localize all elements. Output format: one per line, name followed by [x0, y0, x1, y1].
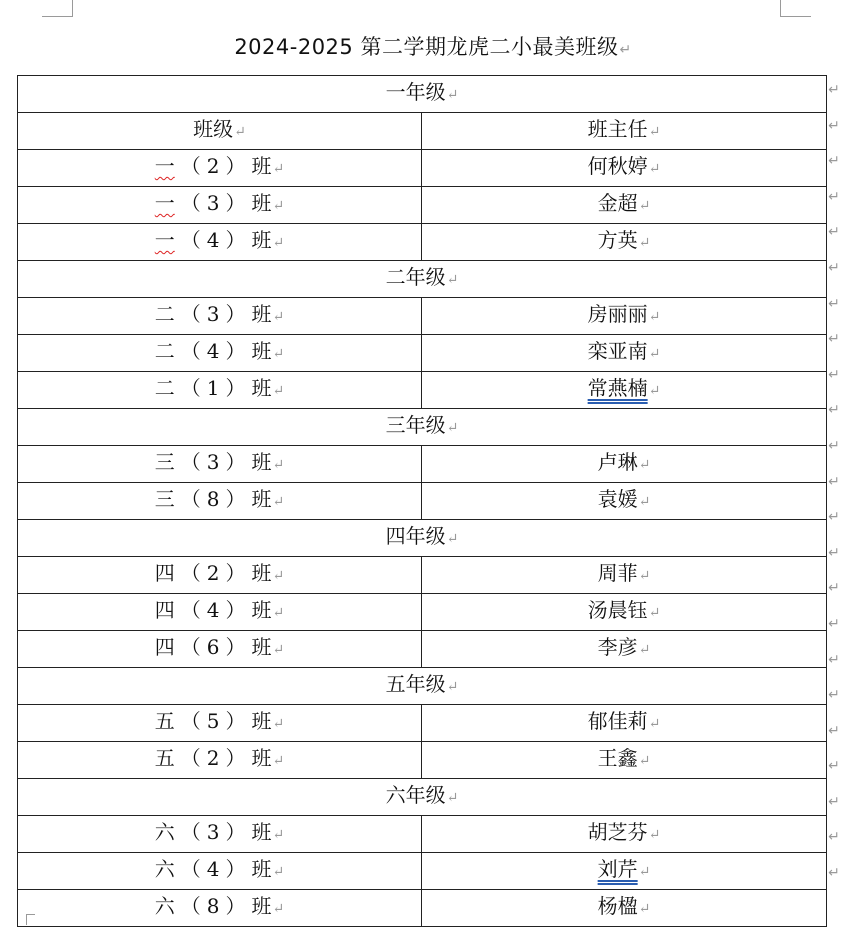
teacher-name: 汤晨钰: [587, 598, 648, 622]
paragraph-mark-icon: ↵: [648, 309, 661, 325]
row-end-mark-icon: ↵: [828, 402, 840, 419]
paragraph-mark-icon: ↵: [648, 716, 661, 732]
row-end-mark-icon: ↵: [828, 544, 840, 561]
class-number: 2: [206, 746, 220, 770]
document-title[interactable]: [0, 33, 866, 61]
class-suffix: 班: [251, 709, 272, 733]
class-suffix: 班: [251, 154, 272, 178]
class-grade-prefix: 六: [154, 857, 175, 881]
row-end-mark-icon: ↵: [828, 758, 840, 775]
header-class-label: 班级: [193, 117, 234, 141]
paragraph-mark-icon: ↵: [638, 901, 651, 917]
class-grade-prefix: 五: [154, 709, 175, 733]
paragraph-mark-icon: ↵: [619, 42, 632, 58]
grade-name: 三年级: [385, 413, 446, 437]
row-end-mark-icon: ↵: [828, 188, 840, 205]
class-cell[interactable]: 六 （ 8 ） 班↵: [18, 890, 422, 927]
row-end-mark-icon: ↵: [828, 615, 840, 632]
grade-name: 五年级: [385, 672, 446, 696]
row-end-mark-icon: ↵: [828, 366, 840, 383]
class-cell[interactable]: 五 （ 2 ） 班↵: [18, 742, 422, 779]
paragraph-mark-icon: ↵: [638, 642, 651, 658]
class-row: [18, 446, 827, 483]
teacher-cell[interactable]: [422, 150, 827, 187]
class-grade-prefix: 三: [154, 487, 175, 511]
paragraph-mark-icon: ↵: [648, 124, 661, 140]
teacher-cell[interactable]: [422, 816, 827, 853]
class-number: 4: [206, 598, 220, 622]
class-grade-prefix: 二: [154, 376, 175, 400]
class-number: 3: [206, 191, 220, 215]
teacher-cell[interactable]: [422, 483, 827, 520]
paragraph-mark-icon: ↵: [638, 568, 651, 584]
paragraph-mark-icon: ↵: [234, 124, 246, 140]
teacher-cell[interactable]: [422, 890, 827, 927]
paragraph-mark-icon: ↵: [272, 753, 285, 769]
paragraph-mark-icon: ↵: [272, 235, 285, 251]
teacher-cell[interactable]: [422, 335, 827, 372]
class-row: [18, 594, 827, 631]
class-number: 4: [206, 339, 220, 363]
page-corner-mark-left: [42, 0, 73, 17]
paragraph-mark-icon: ↵: [272, 605, 285, 621]
grade-row: [18, 76, 827, 113]
row-end-mark-icon: ↵: [828, 793, 840, 810]
grade-row: [18, 520, 827, 557]
row-end-mark-icon: ↵: [828, 865, 840, 882]
grade-row: [18, 261, 827, 298]
row-end-mark-icon: ↵: [828, 259, 840, 276]
grade-name: 二年级: [385, 265, 446, 289]
grade-heading-cell[interactable]: [18, 76, 827, 113]
teacher-name: 杨楹: [597, 894, 638, 918]
teacher-name: 方英: [597, 228, 638, 252]
class-grade-prefix: 三: [154, 450, 175, 474]
teacher-name: 常燕楠: [587, 376, 648, 400]
paragraph-mark-icon: ↵: [272, 161, 285, 177]
teacher-name: 刘芹: [597, 857, 638, 881]
title-text: 2024-2025 第二学期龙虎二小最美班级: [234, 35, 619, 59]
class-number: 2: [206, 561, 220, 585]
class-cell[interactable]: 三 （ 8 ） 班↵: [18, 483, 422, 520]
class-table-body: [18, 76, 827, 927]
class-suffix: 班: [251, 450, 272, 474]
teacher-name: 何秋婷: [587, 154, 648, 178]
class-grade-prefix: 六: [154, 820, 175, 844]
teacher-cell[interactable]: [422, 298, 827, 335]
row-end-mark-icon: ↵: [828, 82, 840, 98]
class-grade-prefix: 四: [154, 561, 175, 585]
row-end-mark-icon: ↵: [828, 509, 840, 526]
row-end-mark-icon: ↵: [828, 580, 840, 597]
class-row: [18, 187, 827, 224]
class-number: 5: [206, 709, 220, 733]
teacher-cell[interactable]: [422, 557, 827, 594]
teacher-cell[interactable]: [422, 705, 827, 742]
class-number: 6: [206, 635, 220, 659]
grade-name: 四年级: [385, 524, 446, 548]
grade-row: [18, 779, 827, 816]
grade-heading-cell[interactable]: [18, 779, 827, 816]
paragraph-mark-icon: ↵: [648, 827, 661, 843]
paragraph-mark-icon: ↵: [446, 272, 459, 288]
class-grade-prefix: 一: [154, 191, 175, 215]
class-suffix: 班: [251, 598, 272, 622]
class-row: [18, 372, 827, 409]
class-suffix: 班: [251, 339, 272, 363]
class-row: [18, 335, 827, 372]
class-number: 3: [206, 450, 220, 474]
paragraph-mark-icon: ↵: [446, 790, 459, 806]
paragraph-mark-icon: ↵: [638, 235, 651, 251]
class-suffix: 班: [251, 561, 272, 585]
class-suffix: 班: [251, 894, 272, 918]
header-teacher-cell[interactable]: [422, 113, 827, 150]
teacher-name: 李彦: [597, 635, 638, 659]
class-grade-prefix: 二: [154, 302, 175, 326]
class-row: [18, 298, 827, 335]
class-cell[interactable]: 四 （ 4 ） 班↵: [18, 594, 422, 631]
class-number: 1: [206, 376, 220, 400]
class-row: [18, 705, 827, 742]
grade-heading-cell[interactable]: [18, 668, 827, 705]
paragraph-mark-icon: ↵: [272, 198, 285, 214]
class-row: [18, 890, 827, 927]
teacher-name: 房丽丽: [587, 302, 648, 326]
paragraph-mark-icon: ↵: [638, 198, 651, 214]
header-class-cell[interactable]: [18, 113, 422, 150]
class-cell[interactable]: 六 （ 3 ） 班↵: [18, 816, 422, 853]
class-row: [18, 631, 827, 668]
teacher-name: 王鑫: [597, 746, 638, 770]
class-suffix: 班: [251, 746, 272, 770]
paragraph-mark-icon: ↵: [446, 679, 459, 695]
class-suffix: 班: [251, 302, 272, 326]
class-grade-prefix: 一: [154, 154, 175, 178]
paragraph-mark-icon: ↵: [272, 309, 285, 325]
teacher-cell[interactable]: [422, 224, 827, 261]
row-end-mark-icon: ↵: [828, 829, 840, 846]
grade-name: 六年级: [385, 783, 446, 807]
teacher-name: 袁媛: [597, 487, 638, 511]
class-suffix: 班: [251, 820, 272, 844]
paragraph-mark-icon: ↵: [272, 642, 285, 658]
grade-name: 一年级: [385, 80, 446, 104]
class-suffix: 班: [251, 191, 272, 215]
teacher-name: 郁佳莉: [587, 709, 648, 733]
teacher-cell[interactable]: [422, 594, 827, 631]
class-cell[interactable]: 五 （ 5 ） 班↵: [18, 705, 422, 742]
class-grade-prefix: 二: [154, 339, 175, 363]
teacher-name: 周菲: [597, 561, 638, 585]
teacher-cell[interactable]: [422, 372, 827, 409]
paragraph-mark-icon: ↵: [272, 346, 285, 362]
class-grade-prefix: 四: [154, 635, 175, 659]
paragraph-mark-icon: ↵: [272, 568, 285, 584]
paragraph-mark-icon: ↵: [638, 753, 651, 769]
class-cell[interactable]: 六 （ 4 ） 班↵: [18, 853, 422, 890]
paragraph-mark-icon: ↵: [272, 457, 285, 473]
row-end-mark-icon: ↵: [828, 722, 840, 739]
class-number: 3: [206, 820, 220, 844]
row-end-mark-icon: ↵: [828, 224, 840, 241]
class-cell[interactable]: 二 （ 3 ） 班↵: [18, 298, 422, 335]
class-cell[interactable]: 一 （ 4 ） 班↵: [18, 224, 422, 261]
class-grade-prefix: 五: [154, 746, 175, 770]
class-table: [17, 75, 827, 927]
class-row: [18, 150, 827, 187]
row-end-marks: [826, 75, 842, 894]
grade-heading-cell[interactable]: [18, 409, 827, 446]
row-end-mark-icon: ↵: [828, 153, 840, 170]
paragraph-mark-icon: ↵: [446, 87, 459, 103]
class-cell[interactable]: 二 （ 1 ） 班↵: [18, 372, 422, 409]
class-suffix: 班: [251, 376, 272, 400]
class-suffix: 班: [251, 487, 272, 511]
teacher-name: 卢琳: [597, 450, 638, 474]
teacher-cell[interactable]: [422, 631, 827, 668]
class-number: 2: [206, 154, 220, 178]
grade-row: [18, 409, 827, 446]
row-end-mark-icon: ↵: [828, 437, 840, 454]
class-cell[interactable]: 四 （ 2 ） 班↵: [18, 557, 422, 594]
paragraph-mark-icon: ↵: [446, 531, 459, 547]
class-suffix: 班: [251, 857, 272, 881]
row-end-mark-icon: ↵: [828, 651, 840, 668]
grade-heading-cell[interactable]: [18, 520, 827, 557]
teacher-name: 胡芝芬: [587, 820, 648, 844]
teacher-name: 金超: [597, 191, 638, 215]
class-row: [18, 483, 827, 520]
header-row: [18, 113, 827, 150]
paragraph-mark-icon: ↵: [638, 494, 651, 510]
paragraph-mark-icon: ↵: [648, 161, 661, 177]
teacher-name: 栾亚南: [587, 339, 648, 363]
class-cell[interactable]: 二 （ 4 ） 班↵: [18, 335, 422, 372]
class-grade-prefix: 六: [154, 894, 175, 918]
paragraph-mark-icon: ↵: [648, 383, 661, 399]
row-end-mark-icon: ↵: [828, 331, 840, 348]
grade-heading-cell[interactable]: [18, 261, 827, 298]
grade-row: [18, 668, 827, 705]
class-row: [18, 742, 827, 779]
class-cell[interactable]: 一 （ 3 ） 班↵: [18, 187, 422, 224]
paragraph-mark-icon: ↵: [648, 605, 661, 621]
row-end-mark-icon: ↵: [828, 473, 840, 490]
paragraph-mark-icon: ↵: [638, 864, 651, 880]
class-cell[interactable]: 三 （ 3 ） 班↵: [18, 446, 422, 483]
paragraph-mark-icon: ↵: [638, 457, 651, 473]
paragraph-mark-icon: ↵: [272, 716, 285, 732]
row-end-mark-icon: ↵: [828, 295, 840, 312]
class-cell[interactable]: 四 （ 6 ） 班↵: [18, 631, 422, 668]
teacher-cell[interactable]: [422, 446, 827, 483]
row-end-mark-icon: ↵: [828, 687, 840, 704]
class-number: 3: [206, 302, 220, 326]
teacher-cell[interactable]: [422, 187, 827, 224]
class-number: 4: [206, 228, 220, 252]
paragraph-mark-icon: ↵: [272, 383, 285, 399]
class-number: 8: [206, 894, 220, 918]
paragraph-mark-icon: ↵: [272, 901, 285, 917]
class-row: [18, 224, 827, 261]
class-number: 4: [206, 857, 220, 881]
page-corner-mark-bottom: [26, 914, 35, 925]
class-number: 8: [206, 487, 220, 511]
paragraph-mark-icon: ↵: [272, 864, 285, 880]
class-suffix: 班: [251, 228, 272, 252]
paragraph-mark-icon: ↵: [272, 494, 285, 510]
row-end-mark-icon: ↵: [828, 117, 840, 134]
header-teacher-label: 班主任: [587, 117, 648, 141]
page-corner-mark-right: [780, 0, 811, 17]
paragraph-mark-icon: ↵: [648, 346, 661, 362]
paragraph-mark-icon: ↵: [446, 420, 459, 436]
class-grade-prefix: 一: [154, 228, 175, 252]
class-grade-prefix: 四: [154, 598, 175, 622]
class-cell[interactable]: 一 （ 2 ） 班↵: [18, 150, 422, 187]
class-suffix: 班: [251, 635, 272, 659]
class-row: [18, 816, 827, 853]
teacher-cell[interactable]: [422, 853, 827, 890]
teacher-cell[interactable]: [422, 742, 827, 779]
paragraph-mark-icon: ↵: [272, 827, 285, 843]
class-row: [18, 557, 827, 594]
class-row: [18, 853, 827, 890]
